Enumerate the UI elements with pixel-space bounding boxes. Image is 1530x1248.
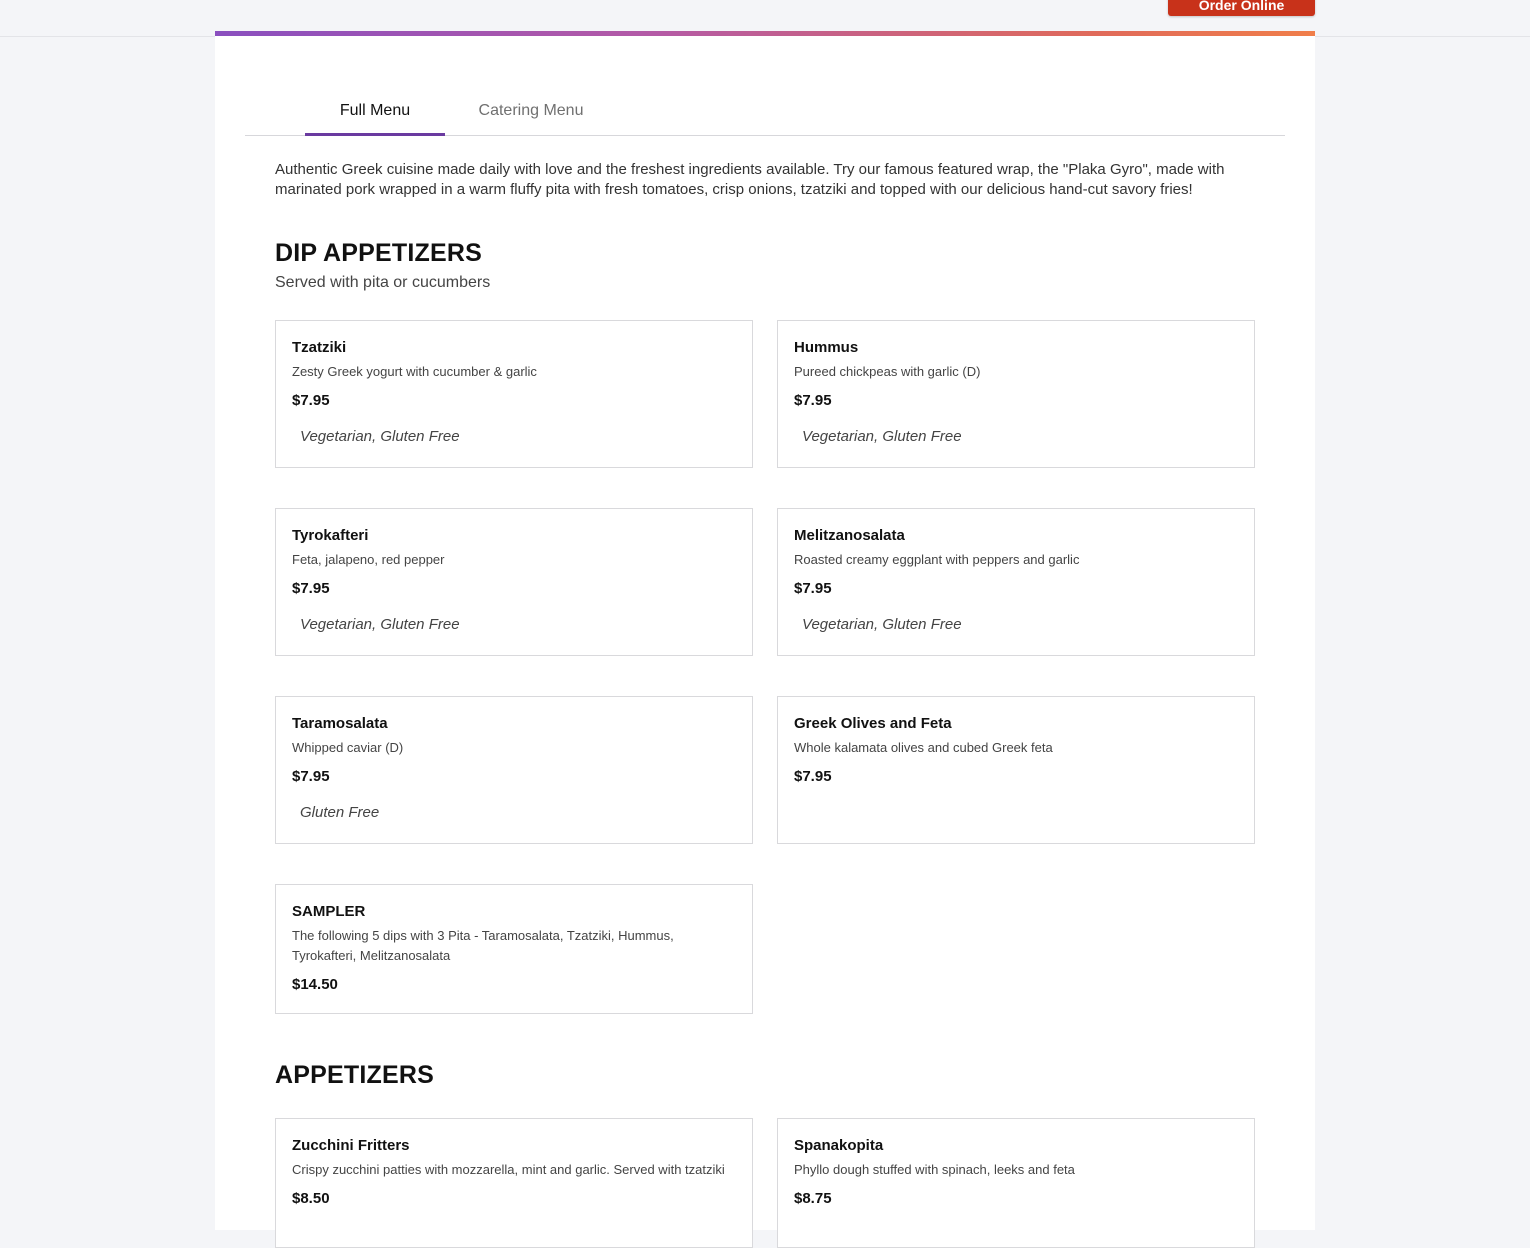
menu-item-card[interactable]	[275, 884, 753, 1014]
item-dietary-tags: Vegetarian, Gluten Free	[300, 616, 460, 633]
item-name: Tzatziki	[292, 339, 347, 356]
item-description: Zesty Greek yogurt with cucumber & garlic	[292, 364, 537, 379]
item-price: $8.50	[292, 1190, 330, 1207]
item-description: Whipped caviar (D)	[292, 740, 404, 755]
menu-tabs	[245, 92, 1285, 136]
item-price: $7.95	[794, 580, 832, 597]
tab-full-menu[interactable]: Full Menu	[305, 92, 445, 136]
item-description: Crispy zucchini patties with mozzarella, mint and garlic. Served with tzatziki	[292, 1162, 725, 1177]
item-dietary-tags: Vegetarian, Gluten Free	[802, 428, 962, 445]
item-name: Spanakopita	[794, 1137, 884, 1154]
item-dietary-tags: Gluten Free	[300, 804, 380, 821]
item-description: Phyllo dough stuffed with spinach, leeks and feta	[794, 1162, 1075, 1177]
menu-item-card[interactable]	[275, 508, 753, 656]
menu-item-card[interactable]	[275, 320, 753, 468]
item-price: $8.75	[794, 1190, 832, 1207]
section-subtitle-dip-appetizers: Served with pita or cucumbers	[275, 274, 491, 291]
item-price: $7.95	[292, 768, 330, 785]
item-name: Tyrokafteri	[292, 527, 369, 544]
item-name: Greek Olives and Feta	[794, 715, 952, 732]
menu-item-card[interactable]	[777, 696, 1255, 844]
item-name: Melitzanosalata	[794, 527, 905, 544]
menu-item-card[interactable]	[777, 320, 1255, 468]
item-price: $7.95	[292, 580, 330, 597]
item-description: Roasted creamy eggplant with peppers and garlic	[794, 552, 1080, 567]
menu-item-card[interactable]	[275, 1118, 753, 1248]
accent-gradient-bar	[215, 31, 1315, 36]
item-description: The following 5 dips with 3 Pita - Taramosalata, Tzatziki, Hummus, Tyrokafteri, Melitzanosalata	[292, 928, 674, 963]
menu-item-card[interactable]	[777, 508, 1255, 656]
tab-catering-menu[interactable]: Catering Menu	[478, 102, 584, 119]
order-online-button[interactable]: Order Online	[1168, 0, 1315, 16]
item-name: Hummus	[794, 339, 859, 356]
section-title-appetizers: APPETIZERS	[275, 1061, 434, 1089]
section-title-dip-appetizers: DIP APPETIZERS	[275, 239, 483, 267]
item-price: $7.95	[794, 768, 832, 785]
item-price: $7.95	[794, 392, 832, 409]
item-dietary-tags: Vegetarian, Gluten Free	[802, 616, 962, 633]
item-description: Feta, jalapeno, red pepper	[292, 552, 445, 567]
menu-panel	[215, 31, 1315, 1230]
item-dietary-tags: Vegetarian, Gluten Free	[300, 428, 460, 445]
menu-intro: Authentic Greek cuisine made daily with love and the freshest ingredients available. Try our famous featured wrap, the "Plaka Gyro", made with marinated pork wrapped in a warm fluffy pita with fresh tomatoes, crisp onions, tzatziki and topped with our delicious hand-cut savory fries!	[275, 161, 1225, 198]
item-description: Whole kalamata olives and cubed Greek feta	[794, 740, 1053, 755]
item-price: $14.50	[292, 976, 338, 993]
item-price: $7.95	[292, 392, 330, 409]
item-name: SAMPLER	[292, 903, 366, 920]
item-description: Pureed chickpeas with garlic (D)	[794, 364, 981, 379]
item-name: Zucchini Fritters	[292, 1137, 410, 1154]
menu-item-card[interactable]	[275, 696, 753, 844]
menu-item-card[interactable]	[777, 1118, 1255, 1248]
item-name: Taramosalata	[292, 715, 388, 732]
